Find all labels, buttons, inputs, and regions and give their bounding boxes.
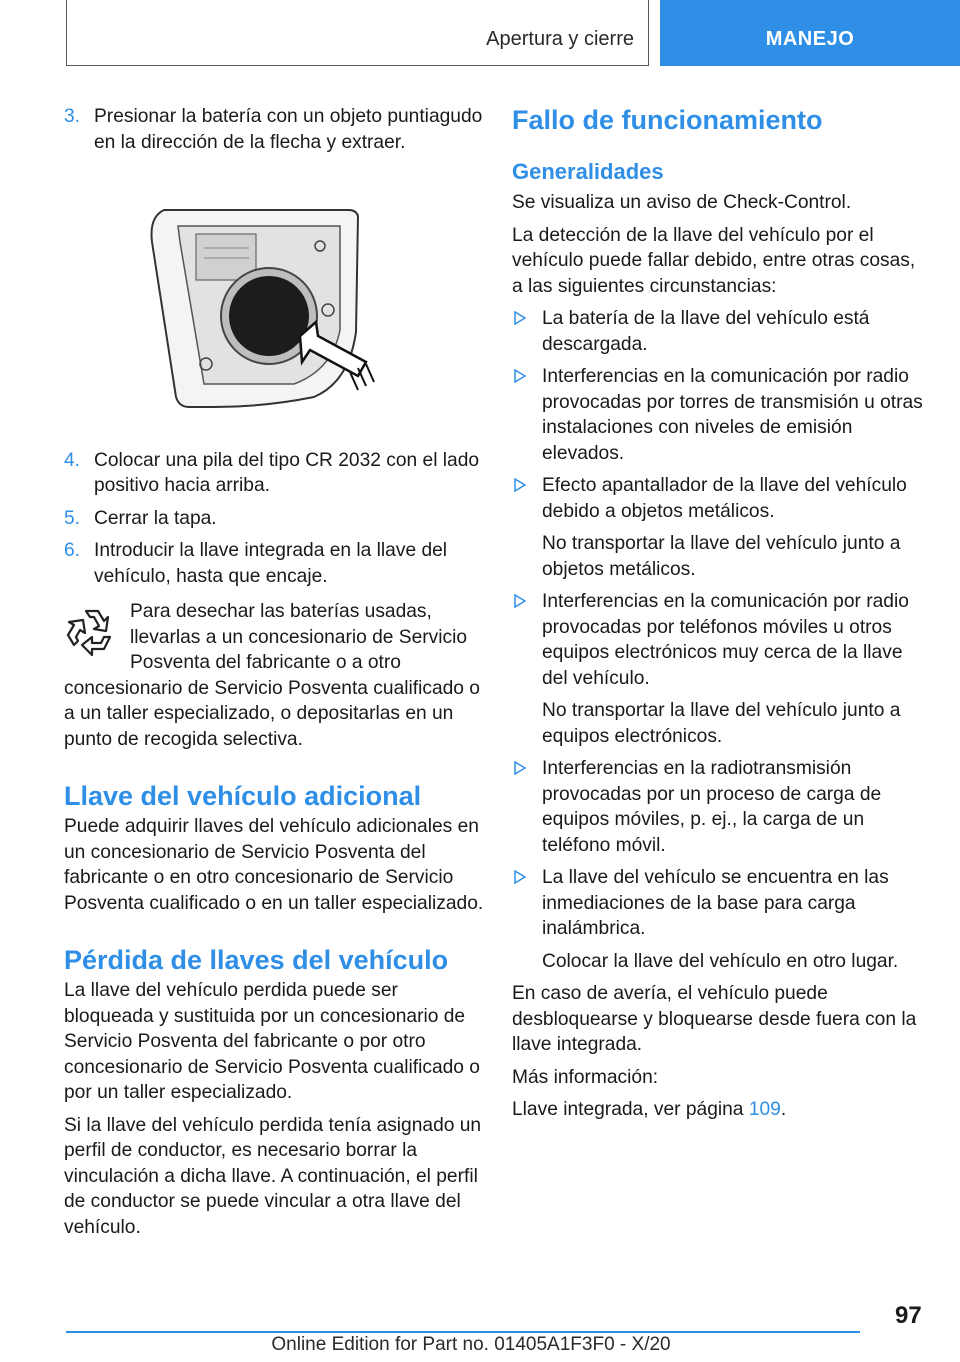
step-number: 5. bbox=[64, 507, 81, 529]
step-3 bbox=[64, 104, 484, 155]
step-list bbox=[64, 448, 484, 590]
list-item-text: Interferencias en la comunicación por radio provocadas por torres de transmisión u otras instalaciones con niveles de emisión elevados. bbox=[542, 366, 923, 464]
footer-edition: Online Edition for Part no. 01405A1F3F0 - X/20 bbox=[271, 1334, 671, 1355]
step-text: Introducir la llave integrada en la llave del vehículo, hasta que encaje. bbox=[94, 540, 448, 587]
cross-reference-text: Llave integrada, ver página bbox=[512, 1099, 749, 1120]
heading-general: Generalidades bbox=[512, 159, 664, 184]
paragraph-more-info: Más información: bbox=[512, 1066, 659, 1088]
step-number: 6. bbox=[64, 540, 81, 561]
heading-malfunction: Fallo de funcionamiento bbox=[512, 105, 823, 135]
disposal-notice bbox=[64, 599, 484, 752]
step-text: Colocar una pila del tipo CR 2032 con el lado positivo hacia arriba. bbox=[94, 449, 480, 496]
heading-lost-key: Pérdida de llaves del vehículo bbox=[64, 945, 449, 975]
right-column bbox=[512, 104, 930, 1130]
step-5 bbox=[64, 506, 484, 532]
key-battery-illustration bbox=[144, 202, 404, 412]
list-item bbox=[512, 473, 930, 582]
step-4 bbox=[64, 448, 484, 499]
list-item-advice: No transportar la llave del vehículo junto a equipos electrónicos. bbox=[542, 700, 901, 747]
triangle-bullet-icon bbox=[514, 311, 526, 325]
disposal-notice-text: Para desechar las baterías usadas, llevarlas a un concesionario de Servicio Posventa del fabricante o a otro concesionario de Servicio Posventa cualificado o a un taller especializado, o depositarlas en un punto de recogida selectiva. bbox=[64, 601, 480, 750]
paragraph-lost-key-1: La llave del vehículo perdida puede ser bloqueada y sustituida por un concesionario de Servicio Posventa del fabricante o por otro concesionario de Servicio Posventa cualificado o por un taller especializado. bbox=[64, 980, 480, 1103]
list-item-text: La llave del vehículo se encuentra en las inmediaciones de la base para carga inalámbrica. bbox=[542, 867, 889, 939]
triangle-bullet-icon bbox=[514, 478, 526, 492]
cross-reference-end: . bbox=[780, 1099, 787, 1120]
paragraph-additional-key: Puede adquirir llaves del vehículo adicionales en un concesionario de Servicio Posventa del fabricante o en otro concesionario de Servicio Posventa cualificado o en un taller especializado. bbox=[64, 816, 484, 914]
cross-reference bbox=[512, 1097, 930, 1123]
list-item-text: La batería de la llave del vehículo está descargada. bbox=[542, 308, 870, 355]
list-item-advice: No transportar la llave del vehículo junto a objetos metálicos. bbox=[542, 533, 901, 580]
list-item-advice: Colocar la llave del vehículo en otro lugar. bbox=[542, 950, 899, 972]
list-item bbox=[512, 756, 930, 858]
list-item-text: Interferencias en la comunicación por radio provocadas por teléfonos móviles u otros equipos electrónicos muy cerca de la llave del vehículo. bbox=[542, 591, 909, 689]
list-item bbox=[512, 865, 930, 974]
step-6 bbox=[64, 538, 484, 589]
heading-additional-key: Llave del vehículo adicional bbox=[64, 781, 422, 811]
paragraph-detection: La detección de la llave del vehículo por el vehículo puede fallar debido, entre otras cosas, a las siguientes circunstancias: bbox=[512, 224, 916, 297]
paragraph-lost-key-2: Si la llave del vehículo perdida tenía asignado un perfil de conductor, es necesario borrar la vinculación a dicha llave. A continuación, el perfil de conductor se puede vincular a otra llave del vehículo. bbox=[64, 1114, 482, 1238]
list-item bbox=[512, 364, 930, 466]
step-number: 3. bbox=[64, 106, 81, 127]
list-item-text: Interferencias en la radiotransmisión provocadas por un proceso de carga de equipos móviles, p. ej., la carga de un teléfono móvil. bbox=[542, 758, 882, 856]
header-section-title: Apertura y cierre bbox=[486, 28, 634, 50]
triangle-bullet-icon bbox=[514, 761, 526, 775]
paragraph-fault-unlock: En caso de avería, el vehículo puede desbloquearse y bloquearse desde fuera con la llave integrada. bbox=[512, 983, 917, 1055]
step-text: Presionar la batería con un objeto puntiagudo en la dirección de la flecha y extraer. bbox=[94, 106, 483, 153]
header-section-box bbox=[66, 0, 649, 66]
page-link[interactable]: 109 bbox=[748, 1099, 781, 1120]
recycle-icon bbox=[64, 603, 120, 659]
list-item bbox=[512, 306, 930, 357]
page-number: 97 bbox=[895, 1302, 922, 1329]
triangle-bullet-icon bbox=[514, 369, 526, 383]
step-text: Cerrar la tapa. bbox=[94, 507, 217, 529]
list-item bbox=[512, 589, 930, 749]
list-item-text: Efecto apantallador de la llave del vehículo debido a objetos metálicos. bbox=[542, 475, 907, 522]
footer-rule bbox=[66, 1331, 860, 1333]
triangle-bullet-icon bbox=[514, 870, 526, 884]
circumstance-list bbox=[512, 306, 930, 974]
header-chapter-tab bbox=[660, 0, 960, 66]
paragraph-check-control: Se visualiza un aviso de Check-Control. bbox=[512, 192, 852, 213]
left-column bbox=[64, 104, 484, 1247]
header-chapter-title: MANEJO bbox=[765, 28, 855, 50]
step-number: 4. bbox=[64, 449, 81, 471]
triangle-bullet-icon bbox=[514, 594, 526, 608]
